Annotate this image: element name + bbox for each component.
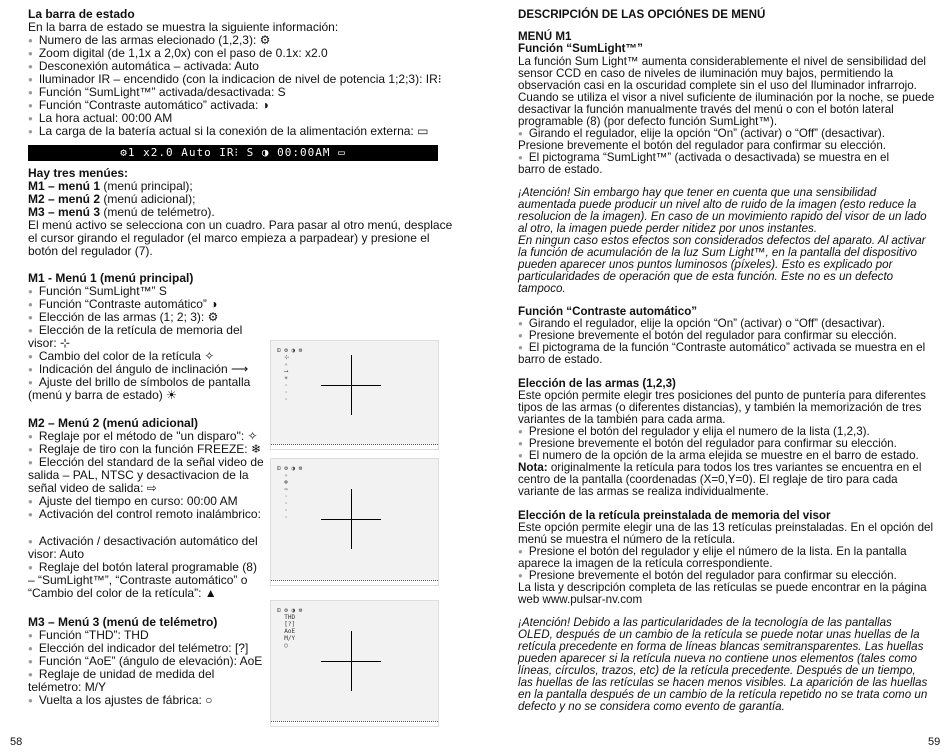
right-text-line: variantes de la también para cada arma.: [518, 413, 726, 426]
left-text-line: señal video de salida: ⇨: [28, 481, 157, 495]
left-text-line: M3 – menú 3 (menú de telémetro).: [28, 205, 215, 219]
right-text-line: Este opción permite elegir una de las 13 retículas preinstaladas. En el opción del: [518, 521, 934, 534]
screen-menu-icons: ⊡ ⚙ ◑ ⚙ ✧ ❄ ⇨ · · · ·: [277, 465, 303, 521]
right-text-line: observación casi en la oscuridad complete sin el uso del Iluminador infrarrojo.: [518, 79, 917, 92]
status-bar-example: ⚙1 x2.0 Auto IR⁝ S ◑ 00:00AM ▭: [28, 145, 438, 161]
left-text-line: ● Elección del standard de la señal video de: [28, 456, 264, 470]
right-text-line: aumentada puede producir un nivel alto de ruido de la imagen (esto reduce la: [518, 198, 917, 211]
menu-screen-m2: [270, 458, 439, 586]
left-text-line: ● Numero de las armas elecionado (1,2,3): ⚙: [28, 34, 270, 48]
right-text-line: ● Presione brevemente el botón del regulador para confirmar su elección.: [518, 569, 897, 583]
left-text-line: ● Función “AoE” (ángulo de elevación): AoE: [28, 655, 262, 669]
left-text-line: ● Desconexión automática – activada: Auto: [28, 60, 259, 74]
left-text-line: ● Cambio del color de la retícula ✧: [28, 350, 214, 364]
left-text-line: M3 – Menú 3 (menú de telémetro): [28, 615, 218, 629]
right-text-line: retícula precedente en forma de líneas blancas semitransparentes. Las huellas: [518, 640, 924, 653]
right-text-line: sensor CCD en caso de niveles de iluminación muy bajos, permitiendo la: [518, 67, 894, 80]
right-text-line: tipos de las armas (o diferentes distancias), y también la memorización de tres: [518, 401, 922, 414]
left-text-line: M1 - Menú 1 (menú principal): [28, 271, 194, 285]
right-text-line: Función “Contraste automático”: [518, 305, 698, 318]
left-text-line: ● Reglaje de tiro con la función FREEZE: ❄: [28, 443, 261, 457]
right-text-line: ¡Atención! Sin embargo hay que tener en cuenta que una sensibilidad: [518, 186, 877, 199]
right-text-line: resolucion de la imagen). En caso de un movimiento rapido del visor de un lado: [518, 210, 927, 223]
left-text-line: ● La hora actual: 00:00 AM: [28, 112, 172, 126]
left-text-line: visor: ⊹: [28, 336, 71, 350]
menu-screen-m3: [270, 600, 439, 727]
right-text-line: desactivar la función manualmente través del menú o con el botón lateral: [518, 103, 894, 116]
right-text-line: ● Girando el regulador, elije la opción “On” (activar) o “Off” (desactivar).: [518, 127, 885, 141]
right-text-line: pueden aparecer unos puntos luminosos (píxeles). Esto es explicado por: [518, 258, 893, 271]
left-text-line: ● Función “SumLight™” activada/desactivada: S: [28, 86, 286, 100]
page-number-right: 59: [928, 736, 941, 748]
left-text-line: ● Reglaje de unidad de medida del: [28, 668, 214, 682]
left-text-line: telémetro: M/Y: [28, 680, 107, 694]
reticle-vertical: [351, 489, 352, 549]
right-text-line: en la pantalla después de un cambio de la retícula repetido no se trata como un: [518, 688, 928, 701]
left-text-line: M1 – menú 1 (menú principal);: [28, 179, 193, 193]
left-text-line: ● Iluminador IR – encendido (con la indicacion de nivel de potencia 1;2;3): IR⁝: [28, 73, 442, 87]
right-text-line: La lista y descripción completa de las retículas se puede encontrar en la página: [518, 581, 927, 594]
right-text-line: ● Presione brevemente el botón del regulador para confirmar su elección.: [518, 437, 897, 451]
right-text-line: defecto y no se considera como evento de garantía.: [518, 700, 785, 713]
left-text-line: ● La carga de la batería actual si la conexión de la alimentación externa: ▭: [28, 125, 428, 139]
left-text-line: ● Indicación del ángulo de inclinación ⟶: [28, 363, 248, 377]
left-text-line: ● Activación / desactivación automático del: [28, 535, 258, 549]
left-text-line: el cursor girando el regulador (el marco empieza a parpadear) y presione el: [28, 231, 430, 245]
screen-menu-icons: ⊡ ⚙ ◑ ⚙ THD [?] AoE M/Y ○: [277, 607, 303, 649]
right-text-line: particularidades de operación que de esta función. Este no es un defecto: [518, 270, 894, 283]
left-text-line: visor: Auto: [28, 547, 85, 561]
left-text-line: La barra de estado: [28, 7, 135, 21]
right-text-line: las huellas de las retículas se hacen menos visibles. La aparición de las huellas: [518, 676, 928, 689]
left-text-line: ● Función “THD”: THD: [28, 629, 149, 643]
screen-status-strip: [271, 580, 438, 585]
right-text-line: variante de las armas se realiza individualmente.: [518, 485, 769, 498]
left-text-line: ● Función “Contraste automático” ◑: [28, 298, 218, 312]
right-text-line: ● El pictograma de la función “Contraste automático” activada se muestra en el: [518, 341, 925, 355]
left-text-line: ● Ajuste del brillo de símbolos de pantalla: [28, 376, 250, 390]
menu-screen-m1: [270, 340, 439, 450]
right-text-line: ● Presione el botón del regulador y elija el numero de la lista (1,2,3).: [518, 425, 870, 439]
right-text-line: líneas, círculos, trazos, etc) de la retícula precedente. Después de un tiempo,: [518, 664, 916, 677]
screen-status-strip: [271, 721, 438, 726]
right-text-line: aparece la imagen de la retícula correspondiente.: [518, 557, 773, 570]
screen-menu-icons: ⊡ ⚙ ◑ ⚙ ⊹ ✧ ⟶ ☀ · · ·: [277, 347, 303, 403]
right-text-line: ● Girando el regulador, elije la opción “On” (activar) o “Off” (desactivar).: [518, 317, 885, 331]
right-text-line: menú se muestra el número de la retícula.: [518, 533, 736, 546]
right-text-line: La función Sum Light™ aumenta considerablemente el nivel de sensibilidad del: [518, 55, 926, 68]
right-text-line: MENÚ M1: [518, 30, 572, 43]
left-text-line: M2 – menú 2 (menú adicional);: [28, 192, 196, 206]
left-text-line: (menú y barra de estado) ☀: [28, 388, 177, 402]
right-text-line: ● Presione brevemente el botón del regulador para confirmar su elección.: [518, 329, 897, 343]
right-text-line: Función “SumLight™”: [518, 42, 643, 55]
left-text-line: ● Vuelta a los ajustes de fábrica: ○: [28, 694, 212, 708]
left-text-line: ● Reglaje del botón lateral programable (8): [28, 561, 257, 575]
right-text-line: barro de estado.: [518, 353, 603, 366]
screen-status-strip: [271, 444, 438, 449]
page-number-left: 58: [10, 736, 23, 748]
right-text-line: Presione brevemente el botón del regulador para confirmar su elección.: [518, 139, 886, 152]
left-text-line: ● Elección de las armas (1; 2; 3): ⚙: [28, 311, 218, 325]
right-text-line: web www.pulsar-nv.com: [518, 593, 643, 606]
right-text-line: programable (8) (por defecto función SumLight™).: [518, 115, 778, 128]
right-text-line: DESCRIPCIÓN DE LAS OPCIÓNES DE MENÚ: [518, 8, 766, 21]
left-text-line: ● Zoom digital (de 1,1x a 2,0x) con el paso de 0.1x: x2.0: [28, 47, 328, 61]
right-text-line: Elección de las armas (1,2,3): [518, 377, 676, 390]
right-text-line: pueden aparecer si la retícula nueva no contiene unos elementos (tales como: [518, 652, 917, 665]
right-text-line: barro de estado.: [518, 163, 603, 176]
left-text-line: ● Función “SumLight™” S: [28, 285, 167, 299]
right-text-line: OLED, después de un cambio de la retícula se puede notar unas huellas de la: [518, 628, 920, 641]
left-text-line: En la barra de estado se muestra la siguiente información:: [28, 20, 339, 34]
left-text-line: “Cambio del color de la retícula”: ▲: [28, 586, 217, 600]
left-text-line: ● Ajuste del tiempo en curso: 00:00 AM: [28, 495, 238, 509]
left-text-line: – “SumLight™”, “Contraste automático” o: [28, 573, 248, 587]
right-text-line: la función de acumulación de la luz Sum Light™, en la pantalla del dispositivo: [518, 246, 917, 259]
right-text-line: centro de la pantalla (coordenadas (X=0,Y=0). El reglaje de tiro para cada: [518, 473, 898, 486]
left-text-line: botón del regulador (7).: [28, 244, 153, 258]
right-text-line: ● El numero de la opción de la arma elejida se muestre en el barro de estado.: [518, 449, 919, 463]
left-text-line: ● Elección de la retícula de memoria del: [28, 324, 242, 338]
right-page: [475, 0, 950, 756]
right-text-line: Cuando se utiliza el visor a nivel suficiente de iluminación por la noche, se puede: [518, 91, 935, 104]
left-text-line: ● Elección del indicador del telémetro: [?]: [28, 642, 248, 656]
right-text-line: Este opción permite elegir tres posiciones del punto de puntería para diferentes: [518, 389, 926, 402]
left-text-line: M2 – Menú 2 (menú adicional): [28, 416, 199, 430]
left-text-line: ● Activación del control remoto inalámbrico:: [28, 508, 261, 522]
right-text-line: Elección de la retícula preinstalada de memoria del visor: [518, 509, 831, 522]
reticle-vertical: [351, 355, 352, 415]
right-text-line: ¡Atención! Debido a las particularidades de la tecnología de las pantallas: [518, 616, 892, 629]
left-text-line: El menú activo se selecciona con un cuadro. Para pasar al otro menú, desplace: [28, 218, 453, 232]
right-text-line: al otro, la imagen puede perder nitidez por unos instantes.: [518, 222, 818, 235]
right-text-line: tampoco.: [518, 282, 566, 295]
left-text-line: salida – PAL, NTSC y desactivacion de la: [28, 468, 249, 482]
right-text-line: Nota: originalmente la retícula para todos los tres variantes se encuentra en el: [518, 461, 922, 474]
left-text-line: ● Reglaje por el método de "un disparo": ✧: [28, 430, 258, 444]
right-text-line: ● El pictograma “SumLight™” (activada o desactivada) se muestra en el: [518, 151, 889, 165]
left-text-line: ● Función “Contraste automático” activada: ◑: [28, 99, 269, 113]
right-text-line: ● Presione el botón del regulador y elije el número de la lista. En la pantalla: [518, 545, 907, 559]
reticle-vertical: [351, 631, 352, 691]
right-text-line: En ningun caso estos efectos son considerados defectos del aparato. Al activar: [518, 234, 926, 247]
left-text-line: Hay tres menúes:: [28, 166, 129, 180]
